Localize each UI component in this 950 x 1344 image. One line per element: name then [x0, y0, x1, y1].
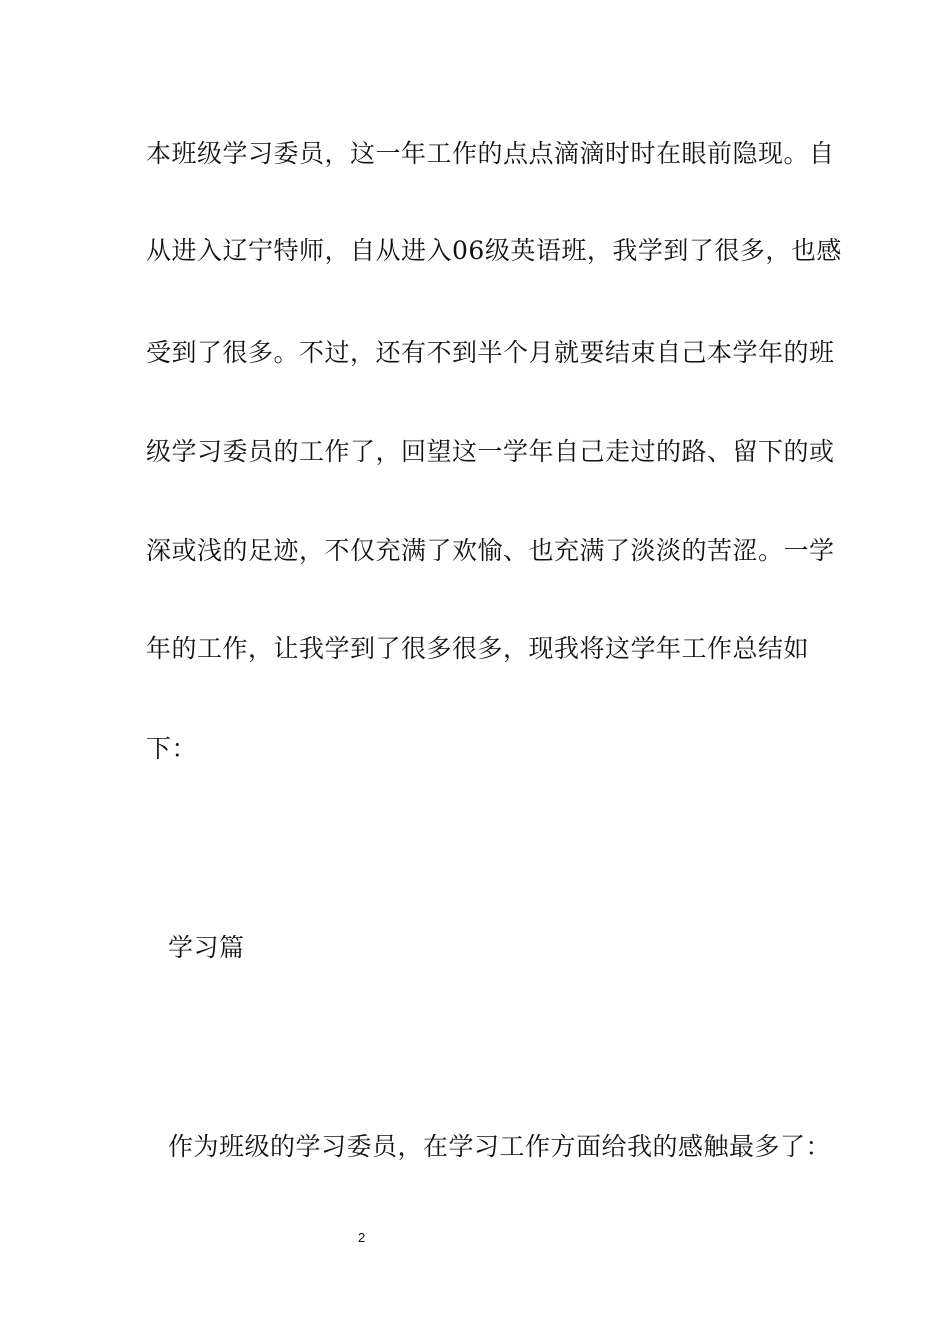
paragraph-line: 受到了很多。不过，还有不到半个月就要结束自己本学年的班	[146, 338, 835, 367]
paragraph-line: 年的工作，让我学到了很多很多，现我将这学年工作总结如	[146, 634, 810, 663]
page-number: 2	[358, 1230, 366, 1245]
paragraph-line: 从进入辽宁特师，自从进入06级英语班，我学到了很多，也感	[146, 236, 842, 265]
paragraph-line: 本班级学习委员，这一年工作的点点滴滴时时在眼前隐现。自	[146, 139, 835, 168]
intro-line: 作为班级的学习委员，在学习工作方面给我的感触最多了：	[168, 1132, 832, 1161]
section-heading: 学习篇	[168, 933, 245, 962]
paragraph-line: 级学习委员的工作了，回望这一学年自己走过的路、留下的或	[146, 437, 835, 466]
paragraph-line: 深或浅的足迹，不仅充满了欢愉、也充满了淡淡的苦涩。一学	[146, 536, 835, 565]
paragraph-line: 下：	[146, 734, 198, 763]
